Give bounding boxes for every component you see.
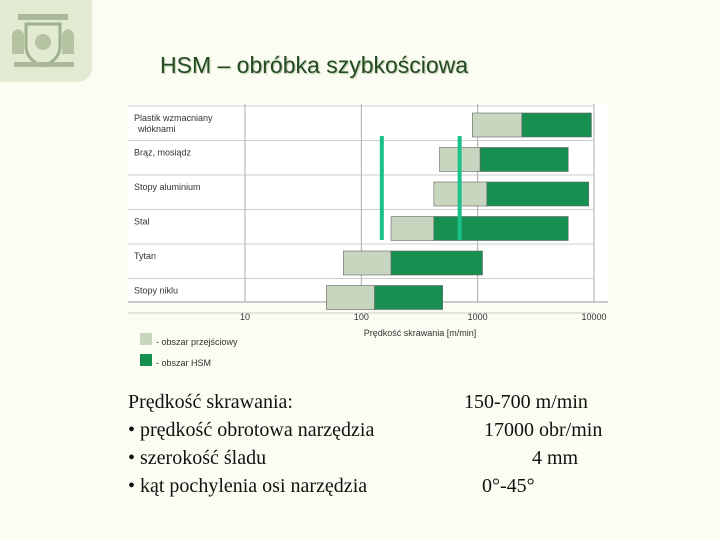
slide-title: HSM – obróbka szybkościowa <box>160 52 469 78</box>
bar-hsm-range <box>434 217 568 241</box>
spec-label: • kąt pochylenia osi narzędzia <box>128 475 368 497</box>
x-tick-label: 100 <box>353 312 369 322</box>
spec-value: 17000 obr/min <box>484 419 603 441</box>
bar-hsm-range <box>375 286 443 310</box>
bar-hsm-range <box>391 251 482 275</box>
category-label: Stopy niklu <box>134 285 179 296</box>
category-label: Plastik wzmacniany włóknami <box>134 113 213 134</box>
bar-transition-range <box>343 251 391 275</box>
legend-label-hsm: - obszar HSM <box>156 358 212 368</box>
bar-transition-range <box>326 286 374 310</box>
x-tick-label: 10000 <box>581 312 607 322</box>
spec-value: 0°-45° <box>482 475 535 497</box>
spec-label: • prędkość obrotowa narzędzia <box>128 419 375 441</box>
legend-swatch-transition <box>140 333 152 345</box>
legend-label-transition: - obszar przejściowy <box>156 337 238 347</box>
spec-label: Prędkość skrawania: <box>128 391 293 413</box>
bar-hsm-range <box>522 113 592 137</box>
x-tick-label: 1000 <box>467 312 488 322</box>
category-label: Stal <box>134 216 150 227</box>
legend-swatch-hsm <box>140 354 152 366</box>
spec-value: 150-700 m/min <box>464 391 588 413</box>
bar-hsm-range <box>480 148 568 172</box>
x-tick-label: 10 <box>239 312 251 322</box>
bar-transition-range <box>472 113 522 137</box>
spec-value: 4 mm <box>532 447 579 469</box>
category-label: Tytan <box>134 251 157 261</box>
category-label: Brąz, mosiądz <box>134 147 192 158</box>
bar-transition-range <box>391 217 434 241</box>
x-axis-label: Prędkość skrawania [m/min] <box>363 328 477 338</box>
spec-label: • szerokość śladu <box>128 447 267 469</box>
category-label: Stopy aluminium <box>134 182 201 192</box>
bar-hsm-range <box>487 182 589 206</box>
